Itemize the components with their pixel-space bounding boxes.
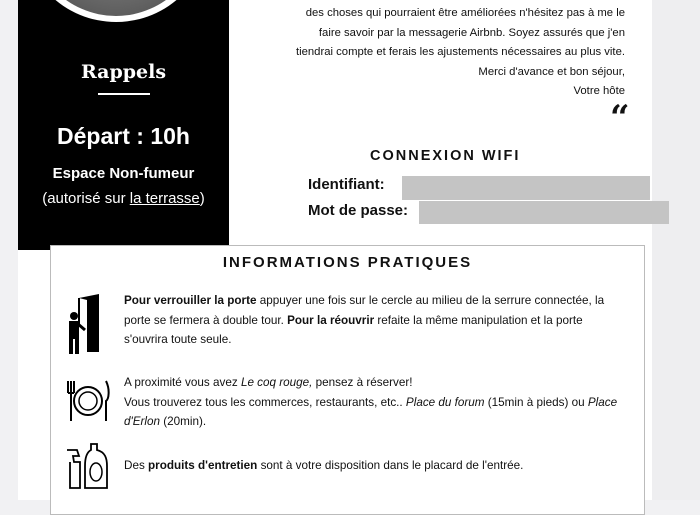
wifi-password-redacted <box>419 201 669 224</box>
host-photo <box>21 0 211 22</box>
practical-info-title: INFORMATIONS PRATIQUES <box>222 254 473 271</box>
smoking-note: (autorisé sur la terrasse) <box>42 190 205 207</box>
cleaning-products-info: Des produits d'entretien sont à votre disposition dans le placard de l'entrée. <box>124 459 524 472</box>
terrace-link: la terrasse <box>129 190 200 207</box>
non-smoking-label: Espace Non-fumeur <box>52 165 195 182</box>
nearby-info: A proximité vous avez Le coq rouge, pensez à réserver! Vous trouverez tous les commerces, restaurants, etc.. Place du forum (15min à pieds) ou Place d'Erlon (20min). <box>124 376 618 428</box>
wifi-id-label: Identifiant: <box>308 176 385 193</box>
departure-time: Départ : 10h <box>57 123 190 149</box>
wifi-title: CONNEXION WIFI <box>370 148 521 164</box>
door-instructions: Pour verrouiller la porte appuyer une fois sur le cercle au milieu de la serrure connectée, la porte se fermera à double tour. Pour la réouvrir refaite la même manipulation et la porte s'ouvrira toute seule. <box>124 294 605 346</box>
practical-info-box <box>50 245 645 515</box>
door-person-icon <box>65 294 107 356</box>
host-letter: des choses qui pourraient être améliorées n'hésitez pas à me le faire savoir par la messagerie Airbnb. Soyez assurés que j'en tiendrai compte et ferais les ajustements nécessaires au plus vite. Merci d'avance et bon séjour, Votre hôte <box>295 7 625 97</box>
wifi-password-label: Mot de passe: <box>308 202 409 219</box>
cleaning-products-icon <box>65 442 109 490</box>
page-margin <box>652 0 700 500</box>
divider <box>98 93 150 95</box>
wifi-id-redacted <box>402 176 650 200</box>
reminders-title: Rappels <box>80 61 167 83</box>
quote-icon: “ <box>610 98 630 138</box>
plate-cutlery-icon <box>65 379 111 423</box>
reminders-panel <box>18 0 229 250</box>
